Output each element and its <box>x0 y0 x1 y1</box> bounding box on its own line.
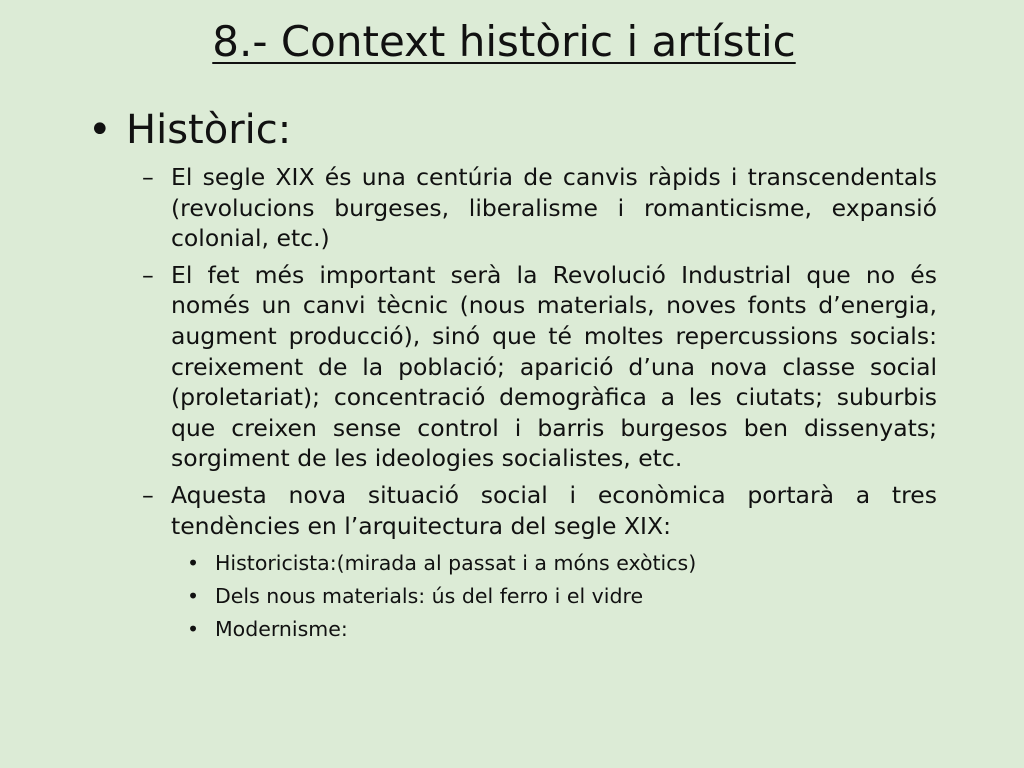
heading-bullet-item <box>88 104 291 156</box>
point-item <box>142 480 937 541</box>
subpoint-text: Historicista:(mirada al passat i a móns exòtics) <box>215 551 697 576</box>
dash-marker: – <box>142 480 154 509</box>
subpoint-text: Modernisme: <box>215 617 348 642</box>
point-text: Aquesta nova situació social i econòmica portarà a tres tendències en l’arquitectura del segle XIX: <box>171 480 937 540</box>
subpoint-item <box>187 580 937 613</box>
heading-text: Històric: <box>126 107 292 153</box>
point-text: El segle XIX és una centúria de canvis ràpids i transcendentals (revolucions burgeses, liberalisme i romanticisme, expansió colonial, etc.) <box>171 163 937 253</box>
point-item <box>142 162 937 254</box>
dot-marker: • <box>187 584 200 609</box>
point-item <box>142 260 937 474</box>
dash-marker: – <box>142 163 154 191</box>
subpoint-item <box>187 547 937 580</box>
point-text: El fet més important serà la Revolució Industrial que no és només un canvi tècnic (nous materials, noves fonts d’energia, augment producció), sinó que té moltes repercussions socials: creixement de la població; aparició d’una nova classe social (proletariat); concentració demogràfica a les ciutats; suburbis que creixen sense control i barris burgesos ben dissenyats; sorgiment de les ideologies socialistes, etc. <box>171 260 937 473</box>
dot-marker: • <box>187 551 200 576</box>
heading-bullet: • <box>88 107 112 153</box>
subpoint-text: Dels nous materials: ús del ferro i el vidre <box>215 584 644 609</box>
subpoint-item <box>187 613 937 646</box>
points-list <box>142 162 937 646</box>
dash-marker: – <box>142 260 154 289</box>
subpoints-list <box>142 547 937 646</box>
slide-title: 8.- Context històric i artístic <box>212 17 796 66</box>
dot-marker: • <box>187 617 200 642</box>
